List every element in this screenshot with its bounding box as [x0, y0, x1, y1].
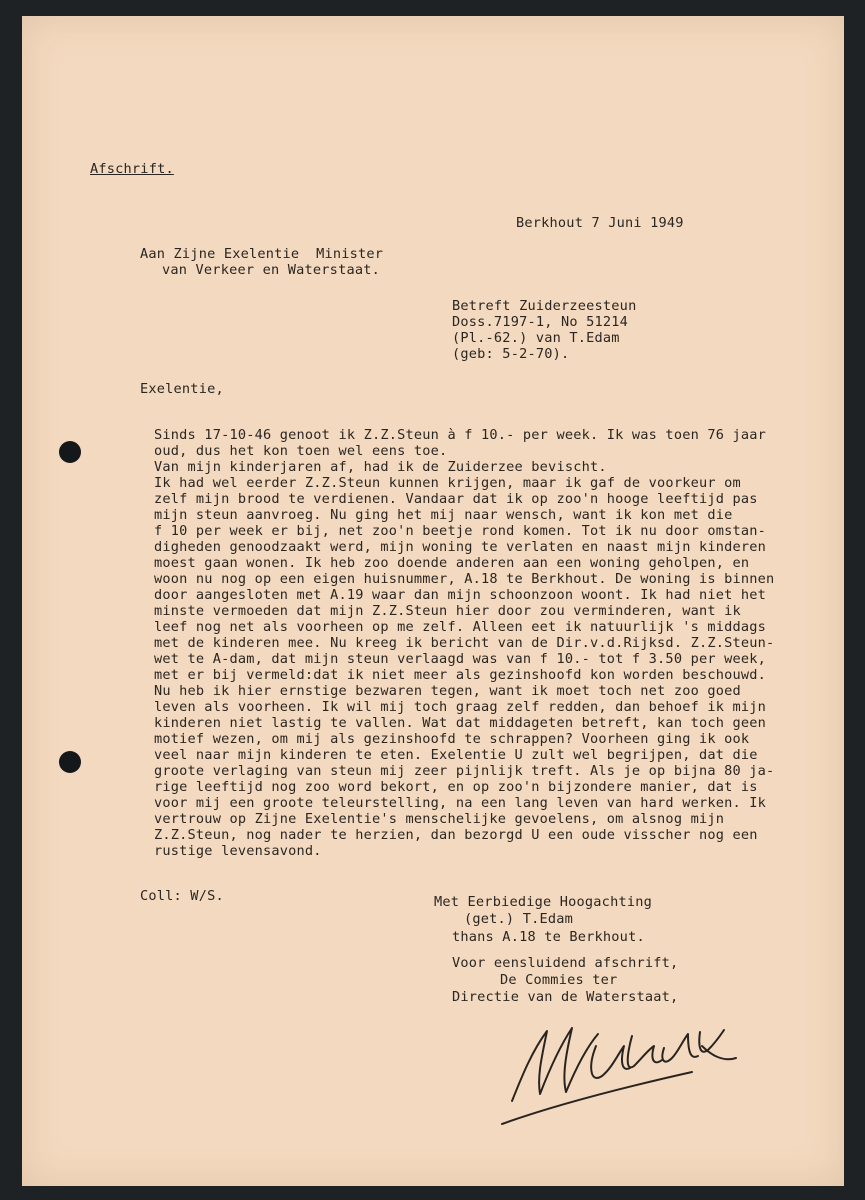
reference-line: (geb: 5-2-70).: [452, 346, 570, 362]
body-line: door aangesloten met A.19 waar dan mijn schoonzoon woont. Ik had niet het: [154, 587, 767, 603]
body-line: rige leeftijd nog zoo word bekort, en op zoo'n bijzondere manier, dat is: [154, 779, 758, 795]
body-line: mijn steun aanvroeg. Nu ging het mij naar wensch, want ik kon met die: [154, 507, 733, 523]
letter-page: [22, 16, 844, 1186]
body-line: Nu heb ik hier ernstige bezwaren tegen, want ik moet toch net zoo goed: [154, 683, 741, 699]
body-line: digheden genoodzaakt werd, mijn woning te verlaten en naast mijn kinderen: [154, 539, 767, 555]
punch-hole: [59, 751, 81, 773]
certification-line: Voor eensluidend afschrift,: [452, 955, 679, 971]
certification-line: De Commies ter: [500, 972, 618, 988]
body-line: moest gaan wonen. Ik heb zoo doende anderen aan een woning geholpen, en: [154, 555, 750, 571]
body-line: oud, dus het kon toen wel eens toe.: [154, 443, 448, 459]
reference-line: (Pl.-62.) van T.Edam: [452, 330, 620, 346]
body-line: voor mij een groote teleurstelling, na een lang leven van hard werken. Ik: [154, 795, 767, 811]
body-line: met er bij vermeld:dat ik niet meer als gezinshoofd kon worden beschouwd.: [154, 667, 767, 683]
body-line: Sinds 17-10-46 genoot ik Z.Z.Steun à f 10.- per week. Ik was toen 76 jaar: [154, 427, 767, 443]
body-line: leef nog net als voorheen op me zelf. Alleen eet ik natuurlijk 's middags: [154, 619, 767, 635]
reference-line: Betreft Zuiderzeesteun: [452, 298, 637, 314]
certification-line: Directie van de Waterstaat,: [452, 989, 679, 1005]
coll-note: Coll: W/S.: [140, 888, 224, 904]
body-line: groote verlaging van steun mij zeer pijnlijk treft. Als je op bijna 80 ja-: [154, 763, 775, 779]
body-line: wet te A-dam, dat mijn steun verlaagd was van f 10.- tot f 3.50 per week,: [154, 651, 767, 667]
closing-line: (get.) T.Edam: [464, 911, 573, 927]
body-line: zelf mijn brood te verdienen. Vandaar dat ik op zoo'n hooge leeftijd pas: [154, 491, 758, 507]
addressee-line: Aan Zijne Exelentie Minister: [140, 246, 384, 262]
body-line: Ik had wel eerder Z.Z.Steun kunnen krijgen, maar ik gaf de voorkeur om: [154, 475, 741, 491]
body-line: Van mijn kinderjaren af, had ik de Zuiderzee bevischt.: [154, 459, 607, 475]
salutation: Exelentie,: [140, 381, 224, 397]
closing-line: thans A.18 te Berkhout.: [452, 929, 645, 945]
reference-line: Doss.7197-1, No 51214: [452, 314, 629, 330]
body-line: minste vermoeden dat mijn Z.Z.Steun hier door zou verminderen, want ik: [154, 603, 741, 619]
body-line: veel naar mijn kinderen te eten. Exelentie U zult wel begrijpen, dat die: [154, 747, 758, 763]
body-line: Z.Z.Steun, nog nader te herzien, dan bezorgd U een oude visscher nog een: [154, 827, 758, 843]
place-date: Berkhout 7 Juni 1949: [516, 215, 684, 231]
body-line: kinderen niet lastig te vallen. Wat dat middageten betreft, kan toch geen: [154, 715, 767, 731]
body-line: vertrouw op Zijne Exelentie's menschelijke gevoelens, om alsnog mijn: [154, 811, 725, 827]
addressee-line: van Verkeer en Waterstaat.: [162, 262, 380, 278]
body-line: motief wezen, om mij als gezinshoofd te schrappen? Voorheen ging ik ook: [154, 731, 750, 747]
body-line: met de kinderen mee. Nu kreeg ik bericht van de Dir.v.d.Rijksd. Z.Z.Steun-: [154, 635, 775, 651]
handwritten-signature: [492, 1006, 742, 1136]
body-line: woon nu nog op een eigen huisnummer, A.18 te Berkhout. De woning is binnen: [154, 571, 775, 587]
closing-line: Met Eerbiedige Hoogachting: [434, 894, 652, 910]
punch-hole: [59, 441, 81, 463]
body-line: rustige levensavond.: [154, 843, 322, 859]
body-line: f 10 per week er bij, net zoo'n beetje rond komen. Tot ik nu door omstan-: [154, 523, 767, 539]
body-line: leven als voorheen. Ik wil mij toch graag zelf redden, dan behoef ik mijn: [154, 699, 767, 715]
document-heading: Afschrift.: [90, 161, 174, 177]
